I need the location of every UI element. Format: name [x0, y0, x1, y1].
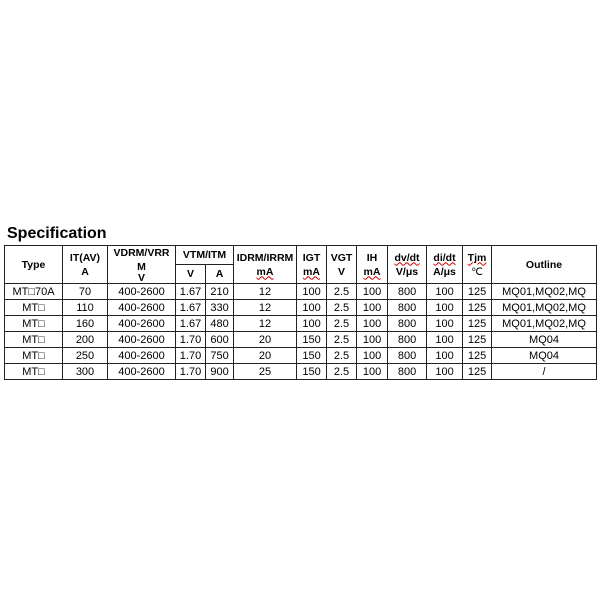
table-row	[5, 300, 597, 316]
cell-ih: 100	[357, 300, 388, 316]
spec-table	[4, 245, 597, 380]
cell-didt: 100	[427, 332, 463, 348]
header-didt-name: di/dt	[433, 251, 456, 264]
cell-itm: 210	[206, 284, 234, 300]
cell-vtm: 1.67	[176, 316, 206, 332]
cell-dvdt: 800	[388, 300, 427, 316]
cell-outline: MQ01,MQ02,MQ	[492, 316, 597, 332]
cell-idrm: 12	[234, 300, 297, 316]
cell-vdrm: 400-2600	[108, 348, 176, 364]
header-vdrm	[108, 246, 176, 284]
table-row	[5, 316, 597, 332]
cell-idrm: 20	[234, 332, 297, 348]
cell-type: MT□	[5, 348, 63, 364]
header-idrm	[234, 246, 297, 284]
spec-title: Specification	[7, 225, 107, 242]
cell-itav: 300	[63, 364, 108, 380]
table-row	[5, 348, 597, 364]
cell-vgt: 2.5	[327, 364, 357, 380]
cell-ih: 100	[357, 316, 388, 332]
cell-outline: MQ01,MQ02,MQ	[492, 300, 597, 316]
cell-itav: 110	[63, 300, 108, 316]
cell-vgt: 2.5	[327, 300, 357, 316]
table-row	[5, 332, 597, 348]
cell-itav: 200	[63, 332, 108, 348]
cell-vgt: 2.5	[327, 316, 357, 332]
header-didt-unit: A/μs	[433, 265, 456, 278]
cell-ih: 100	[357, 348, 388, 364]
header-row-1	[5, 246, 597, 265]
cell-itav: 70	[63, 284, 108, 300]
cell-igt: 100	[297, 284, 327, 300]
header-vtm-a: A	[206, 265, 234, 284]
header-vdrm-unit: V	[137, 274, 145, 283]
cell-vdrm: 400-2600	[108, 364, 176, 380]
cell-dvdt: 800	[388, 348, 427, 364]
cell-type: MT□	[5, 364, 63, 380]
header-itav-unit: A	[81, 265, 89, 278]
header-idrm-unit: mA	[256, 265, 274, 278]
header-vdrm-name: VDRM/VRR	[113, 247, 170, 259]
cell-itm: 750	[206, 348, 234, 364]
cell-itm: 480	[206, 316, 234, 332]
header-dvdt	[388, 246, 427, 284]
header-type: Type	[5, 246, 63, 284]
cell-type: MT□70A	[5, 284, 63, 300]
table-row	[5, 284, 597, 300]
header-tjm-unit: ℃	[471, 265, 483, 278]
cell-tjm: 125	[463, 364, 492, 380]
cell-igt: 150	[297, 348, 327, 364]
header-vdrm-name-cont: M	[137, 261, 146, 273]
cell-didt: 100	[427, 284, 463, 300]
cell-ih: 100	[357, 364, 388, 380]
cell-igt: 100	[297, 300, 327, 316]
cell-dvdt: 800	[388, 364, 427, 380]
cell-tjm: 125	[463, 284, 492, 300]
cell-igt: 150	[297, 332, 327, 348]
cell-didt: 100	[427, 348, 463, 364]
cell-idrm: 12	[234, 316, 297, 332]
cell-type: MT□	[5, 332, 63, 348]
cell-idrm: 20	[234, 348, 297, 364]
cell-dvdt: 800	[388, 284, 427, 300]
cell-itm: 600	[206, 332, 234, 348]
cell-tjm: 125	[463, 348, 492, 364]
cell-ih: 100	[357, 332, 388, 348]
header-vtm-v: V	[176, 265, 206, 284]
cell-itav: 250	[63, 348, 108, 364]
header-outline: Outline	[492, 246, 597, 284]
header-ih-name: IH	[366, 251, 378, 264]
cell-dvdt: 800	[388, 316, 427, 332]
cell-tjm: 125	[463, 300, 492, 316]
header-vgt-unit: V	[338, 265, 346, 278]
cell-outline: MQ01,MQ02,MQ	[492, 284, 597, 300]
cell-vtm: 1.67	[176, 284, 206, 300]
cell-outline: /	[492, 364, 597, 380]
cell-type: MT□	[5, 316, 63, 332]
header-idrm-name: IDRM/IRRM	[236, 251, 294, 264]
cell-itav: 160	[63, 316, 108, 332]
header-vgt-name: VGT	[330, 251, 353, 264]
cell-idrm: 12	[234, 284, 297, 300]
cell-vgt: 2.5	[327, 284, 357, 300]
cell-vdrm: 400-2600	[108, 332, 176, 348]
cell-outline: MQ04	[492, 332, 597, 348]
cell-vdrm: 400-2600	[108, 316, 176, 332]
header-igt-unit: mA	[303, 265, 320, 278]
cell-itm: 330	[206, 300, 234, 316]
cell-type: MT□	[5, 300, 63, 316]
cell-didt: 100	[427, 364, 463, 380]
specification-sheet	[4, 224, 596, 380]
cell-vtm: 1.70	[176, 332, 206, 348]
cell-dvdt: 800	[388, 332, 427, 348]
cell-outline: MQ04	[492, 348, 597, 364]
header-itav-name: IT(AV)	[69, 251, 101, 264]
cell-didt: 100	[427, 300, 463, 316]
header-itav	[63, 246, 108, 284]
cell-itm: 900	[206, 364, 234, 380]
cell-igt: 100	[297, 316, 327, 332]
header-didt	[427, 246, 463, 284]
header-dvdt-name: dv/dt	[394, 251, 420, 264]
header-ih	[357, 246, 388, 284]
cell-vgt: 2.5	[327, 348, 357, 364]
cell-didt: 100	[427, 316, 463, 332]
header-vtm-itm: VTM/ITM	[176, 246, 234, 265]
cell-ih: 100	[357, 284, 388, 300]
header-tjm	[463, 246, 492, 284]
cell-vdrm: 400-2600	[108, 284, 176, 300]
header-dvdt-unit: V/μs	[395, 265, 419, 278]
cell-vdrm: 400-2600	[108, 300, 176, 316]
cell-tjm: 125	[463, 316, 492, 332]
header-tjm-name: Tjm	[467, 251, 487, 264]
table-row	[5, 364, 597, 380]
cell-vtm: 1.70	[176, 348, 206, 364]
cell-igt: 150	[297, 364, 327, 380]
header-igt-name: IGT	[302, 251, 321, 264]
cell-tjm: 125	[463, 332, 492, 348]
header-ih-unit: mA	[363, 265, 381, 278]
cell-vtm: 1.67	[176, 300, 206, 316]
cell-idrm: 25	[234, 364, 297, 380]
cell-vtm: 1.70	[176, 364, 206, 380]
header-igt	[297, 246, 327, 284]
header-vgt	[327, 246, 357, 284]
cell-vgt: 2.5	[327, 332, 357, 348]
